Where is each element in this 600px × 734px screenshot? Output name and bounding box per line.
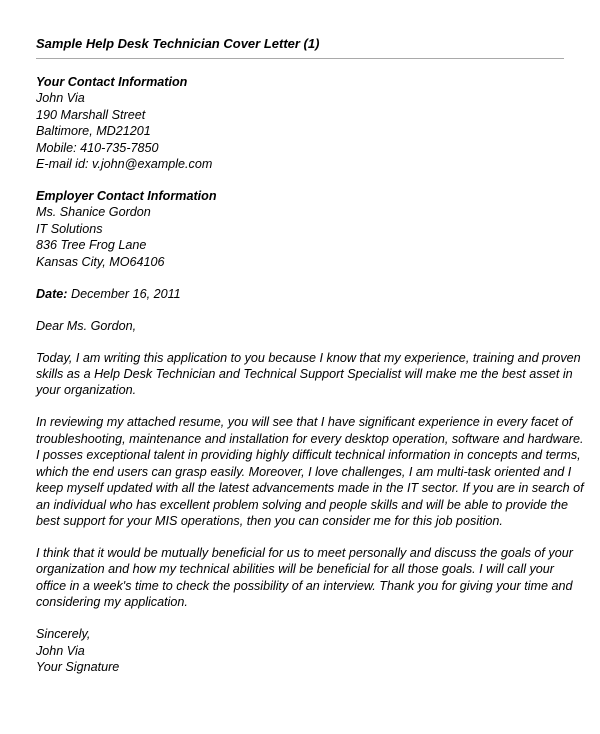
employer-company: IT Solutions (36, 221, 103, 236)
sender-mobile: Mobile: 410-735-7850 (36, 140, 159, 155)
spacer (36, 270, 564, 286)
title-divider (36, 58, 564, 59)
sender-city: Baltimore, MD21201 (36, 124, 151, 139)
paragraph-1 (36, 350, 581, 399)
sender-email: E-mail id: v.john@example.com (36, 157, 213, 172)
employer-contact-block (36, 188, 564, 270)
employer-name: Ms. Shanice Gordon (36, 205, 151, 220)
letter-body (36, 74, 584, 675)
spacer (36, 399, 564, 415)
paragraph-line: Today, I am writing this application to you because I know that my experience, training and proven (36, 350, 581, 365)
paragraph-line: your organization. (36, 383, 137, 398)
closing-name: John Via (36, 643, 85, 658)
paragraph-line: an individual who has excellent problem solving and people skills and will be able to provide the (36, 497, 569, 512)
paragraph-line: In reviewing my attached resume, you will see that I have significant experience in every facet of (36, 415, 573, 430)
paragraph-3 (36, 545, 573, 611)
spacer (36, 334, 564, 350)
document-title: Sample Help Desk Technician Cover Letter (1) (36, 36, 320, 51)
date-label: Date: (36, 286, 68, 301)
employer-heading: Employer Contact Information (36, 189, 217, 204)
spacer (36, 529, 564, 545)
spacer (36, 172, 564, 188)
sender-name: John Via (36, 91, 85, 106)
paragraph-line: troubleshooting, maintenance and installation for every desktop operation, software and hardware. (36, 431, 584, 446)
sender-street: 190 Marshall Street (36, 107, 146, 122)
salutation-text: Dear Ms. Gordon, (36, 318, 137, 333)
closing-block (36, 626, 564, 675)
date-value: December 16, 2011 (67, 286, 181, 301)
spacer (36, 611, 564, 627)
date-line (36, 286, 564, 302)
paragraph-line: I think that it would be mutually beneficial for us to meet personally and discuss the goals of your (36, 545, 573, 560)
paragraph-line: office in a week's time to check the possibility of an interview. Thank you for giving your time and (36, 578, 573, 593)
paragraph-line: best support for your MIS operations, then you can consider me for this job position. (36, 513, 503, 528)
salutation (36, 318, 564, 334)
spacer (36, 302, 564, 318)
paragraph-line: I posses exceptional talent in providing highly difficult technical information in concepts and terms, (36, 448, 581, 463)
employer-street: 836 Tree Frog Lane (36, 238, 147, 253)
employer-city: Kansas City, MO64106 (36, 254, 165, 269)
paragraph-line: keep myself updated with all the latest advancements made in the IT sector. If you are in search of (36, 481, 584, 496)
paragraph-2 (36, 414, 584, 529)
paragraph-line: which the end users can grasp easily. Moreover, I love challenges, I am multi-task oriented and I (36, 464, 572, 479)
paragraph-line: organization and how my technical abilities will be beneficial for all those goals. I will call your (36, 562, 555, 577)
sender-contact-block (36, 74, 564, 172)
valediction: Sincerely, (36, 627, 91, 642)
signature-line: Your Signature (36, 659, 120, 674)
sender-heading: Your Contact Information (36, 75, 188, 89)
paragraph-line: skills as a Help Desk Technician and Technical Support Specialist will make me the best asset in (36, 367, 573, 382)
paragraph-line: considering my application. (36, 595, 188, 610)
